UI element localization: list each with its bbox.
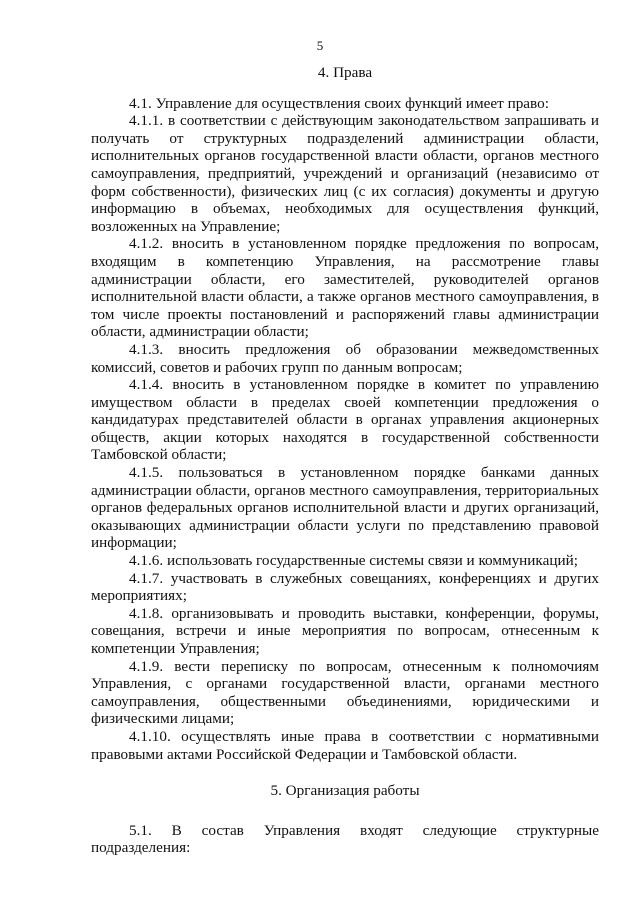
page-number: 5 [316, 38, 324, 53]
clause-4-1-2: 4.1.2. вносить в установленном порядке предложения по вопросам, входящим в компетенцию Управления, на рассмотрение главы администрации области, его заместителей, руководителей органов исполнительной власти области, а также органов местного самоуправления, в том числе проекты постановлений и распоряжений главы администрации области, администрации области; [91, 235, 599, 341]
section-4-intro: 4.1. Управление для осуществления своих функций имеет право: [129, 94, 549, 112]
clause-4-1-3: 4.1.3. вносить предложения об образовании межведомственных комиссий, советов и рабочих групп по данным вопросам; [91, 340, 599, 376]
clause-5-1: 5.1. В состав Управления входят следующие структурные подразделения: [91, 821, 599, 857]
clause-4-1-1: 4.1.1. в соответствии с действующим законодательством запрашивать и получать от структурных подразделений администрации области, исполнительных органов государственной власти области, органов местного самоуправления, предприятий, учреждений и организаций (независимо от форм собственности), физических лиц (с их согласия) документы и другую информацию в объемах, необходимых для осуществления функций, возложенных на Управление; [91, 112, 599, 235]
clause-4-1-5: 4.1.5. пользоваться в установленном порядке банками данных администрации области, органов местного самоуправления, территориальных органов федеральных органов исполнительной власти и других организаций, оказывающих администрации области услуги по представлению правовой информации; [91, 464, 599, 552]
clause-4-1-6: 4.1.6. использовать государственные системы связи и коммуникаций; [129, 552, 578, 570]
clause-4-1-9: 4.1.9. вести переписку по вопросам, отнесенным к полномочиям Управления, с органами государственной власти, органами местного самоуправления, общественными объединениями, юридическими и физическими лицами; [91, 657, 599, 728]
document-body [91, 62, 599, 857]
clause-4-1-8: 4.1.8. организовывать и проводить выставки, конференции, форумы, совещания, встречи и иные мероприятия по вопросам, отнесенным к компетенции Управления; [91, 604, 599, 657]
section-4-title: 4. Права [317, 64, 373, 81]
clause-4-1-10: 4.1.10. осуществлять иные права в соответствии с нормативными правовыми актами Российской Федерации и Тамбовской области. [91, 727, 599, 763]
section-5-title: 5. Организация работы [270, 782, 420, 800]
clause-4-1-7: 4.1.7. участвовать в служебных совещаниях, конференциях и других мероприятиях; [91, 569, 599, 605]
clause-4-1-4: 4.1.4. вносить в установленном порядке в комитет по управлению имуществом области в пределах своей компетенции предложения о кандидатурах представителей области в органах управления акционерных обществ, акции которых находятся в государственной собственности Тамбовской области; [91, 376, 599, 464]
